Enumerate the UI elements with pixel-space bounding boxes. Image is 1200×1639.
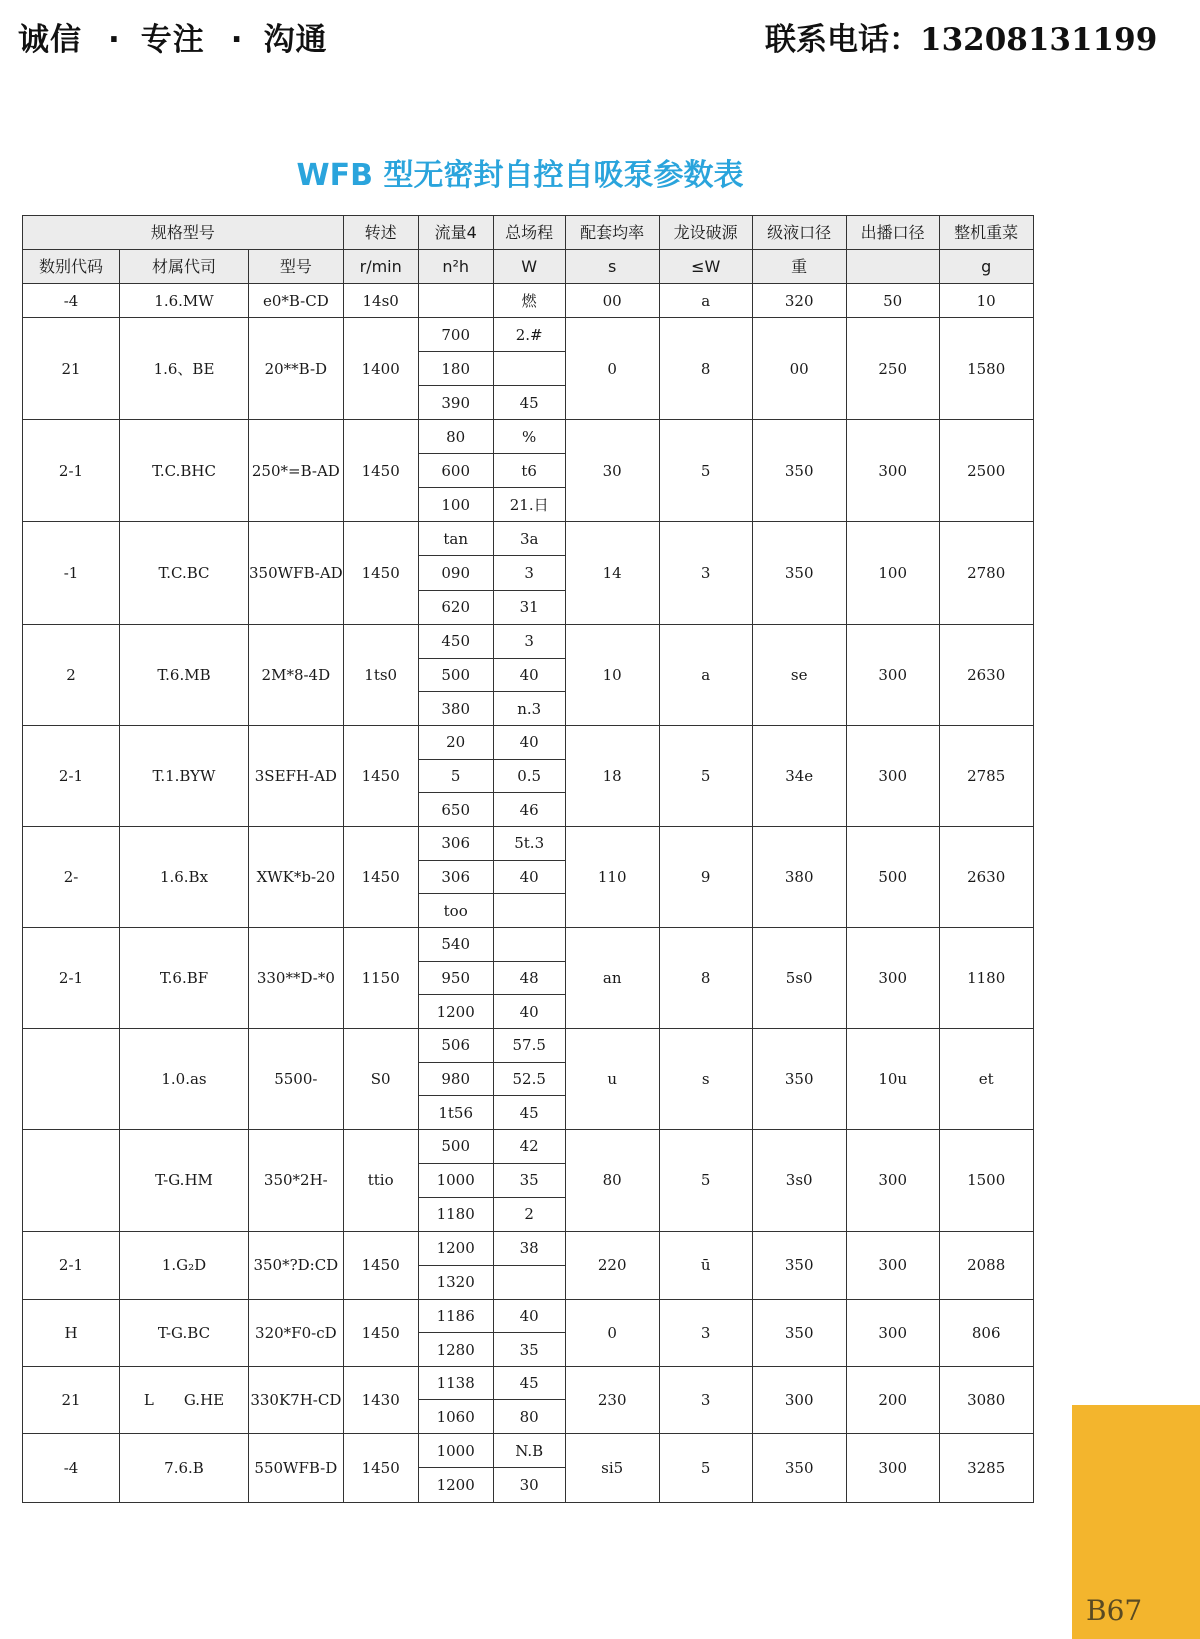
group-material: T.6.BF	[120, 927, 249, 1028]
flow-cell: 650	[418, 793, 493, 827]
group-power: 0	[565, 1299, 659, 1366]
head-cell: 3	[493, 556, 565, 590]
head-cell: 2.#	[493, 318, 565, 352]
group-code: 21	[23, 1366, 120, 1433]
group-material: T.1.BYW	[120, 725, 249, 826]
flow-cell: 306	[418, 826, 493, 860]
group-code: -4	[23, 284, 120, 318]
flow-cell: 380	[418, 692, 493, 726]
group-outlet: 300	[846, 1129, 939, 1231]
table-row	[23, 725, 1034, 759]
group-outlet: 200	[846, 1366, 939, 1433]
table-row	[23, 1433, 1034, 1468]
head-cell: 48	[493, 961, 565, 995]
group-outlet: 300	[846, 624, 939, 725]
flow-cell: 1186	[418, 1299, 493, 1333]
group-npsh: 3	[659, 522, 752, 625]
group-material: T.C.BC	[120, 522, 249, 625]
head-cell: 42	[493, 1129, 565, 1163]
group-inlet: 5s0	[752, 927, 846, 1028]
head-cell: 40	[493, 725, 565, 759]
group-model: 330**D-*0	[249, 927, 344, 1028]
head-cell: 3	[493, 624, 565, 658]
table-row	[23, 420, 1034, 454]
group-model: 250*=B-AD	[249, 420, 344, 522]
group-power: 14	[565, 522, 659, 625]
group-speed: 1400	[343, 318, 418, 420]
contact-phone: 联系电话：13208131199	[765, 22, 1158, 58]
table-row	[23, 284, 1034, 318]
group-outlet: 100	[846, 522, 939, 625]
flow-cell: 1180	[418, 1197, 493, 1231]
header-outlet: 出播口径	[846, 216, 939, 250]
head-cell	[493, 894, 565, 928]
group-inlet: 350	[752, 1433, 846, 1502]
flow-cell: 450	[418, 624, 493, 658]
group-npsh: 8	[659, 318, 752, 420]
group-inlet: 350	[752, 522, 846, 625]
header-cell: W	[493, 250, 565, 284]
flow-cell: 090	[418, 556, 493, 590]
head-cell: t6	[493, 454, 565, 488]
group-speed: 1450	[343, 1299, 418, 1366]
flow-cell: 180	[418, 352, 493, 386]
group-npsh: 5	[659, 725, 752, 826]
head-cell: 21.日	[493, 488, 565, 522]
group-npsh: a	[659, 624, 752, 725]
group-outlet: 300	[846, 927, 939, 1028]
flow-cell: 1t56	[418, 1096, 493, 1130]
spec-table	[22, 215, 1034, 1503]
header-cell: 型号	[249, 250, 344, 284]
group-weight: 1180	[939, 927, 1033, 1028]
flow-cell: 1000	[418, 1163, 493, 1197]
head-cell	[493, 1265, 565, 1299]
group-material: 7.6.B	[120, 1433, 249, 1502]
flow-cell: too	[418, 894, 493, 928]
head-cell: 45	[493, 1366, 565, 1400]
group-outlet: 300	[846, 1231, 939, 1299]
group-speed: 1450	[343, 1231, 418, 1299]
group-npsh: 5	[659, 420, 752, 522]
group-speed: 14s0	[343, 284, 418, 318]
head-cell: 40	[493, 1299, 565, 1333]
slogan-honesty: 诚信	[18, 22, 82, 58]
table-row	[23, 1129, 1034, 1163]
group-code: H	[23, 1299, 120, 1366]
group-weight: 2630	[939, 624, 1033, 725]
group-power: 220	[565, 1231, 659, 1299]
group-npsh: 5	[659, 1129, 752, 1231]
flow-cell	[418, 284, 493, 318]
flow-cell: 700	[418, 318, 493, 352]
flow-cell: 506	[418, 1028, 493, 1062]
slogan-focus: 专注	[140, 22, 205, 58]
group-material: 1.6.MW	[120, 284, 249, 318]
flow-cell: 1280	[418, 1333, 493, 1367]
head-cell: 0.5	[493, 759, 565, 793]
group-model: XWK*b-20	[249, 826, 344, 927]
group-power: si5	[565, 1433, 659, 1502]
slogan-communication: 沟通	[263, 22, 328, 58]
group-code: -4	[23, 1433, 120, 1502]
group-npsh: ū	[659, 1231, 752, 1299]
head-cell: 38	[493, 1231, 565, 1265]
group-power: 110	[565, 826, 659, 927]
group-outlet: 500	[846, 826, 939, 927]
group-power: 30	[565, 420, 659, 522]
group-model: 5500-	[249, 1028, 344, 1129]
header-cell: s	[565, 250, 659, 284]
flow-cell: 20	[418, 725, 493, 759]
head-cell: 52.5	[493, 1062, 565, 1096]
group-inlet: 320	[752, 284, 846, 318]
page-title: WFB 型无密封自控自吸泵参数表	[296, 158, 744, 193]
header-row	[23, 250, 1034, 284]
head-cell: 燃	[493, 284, 565, 318]
head-cell: 80	[493, 1400, 565, 1434]
corner-tab	[1072, 1405, 1200, 1639]
group-speed: S0	[343, 1028, 418, 1129]
header-flow: 流量4	[418, 216, 493, 250]
group-outlet: 300	[846, 1433, 939, 1502]
table-row	[23, 1299, 1034, 1333]
head-cell: 3a	[493, 522, 565, 556]
header-npsh: 龙设破源	[659, 216, 752, 250]
group-material: T.6.MB	[120, 624, 249, 725]
group-code: 21	[23, 318, 120, 420]
group-model: 350*2H-	[249, 1129, 344, 1231]
group-weight: 10	[939, 284, 1033, 318]
head-cell: N.B	[493, 1433, 565, 1468]
head-cell: 57.5	[493, 1028, 565, 1062]
head-cell	[493, 927, 565, 961]
head-cell: 45	[493, 1096, 565, 1130]
separator-dot: ·	[108, 22, 121, 58]
group-model: 2M*8-4D	[249, 624, 344, 725]
group-speed: 1450	[343, 420, 418, 522]
group-speed: ttio	[343, 1129, 418, 1231]
group-power: 230	[565, 1366, 659, 1433]
head-cell: %	[493, 420, 565, 454]
slogan	[18, 14, 328, 59]
group-model: 330K7H-CD	[249, 1366, 344, 1433]
group-model: 350WFB-AD	[249, 522, 344, 625]
head-cell	[493, 352, 565, 386]
flow-cell: tan	[418, 522, 493, 556]
head-cell: n.3	[493, 692, 565, 726]
header-cell: 材属代司	[120, 250, 249, 284]
group-speed: 1450	[343, 522, 418, 625]
flow-cell: 500	[418, 1129, 493, 1163]
head-cell: 35	[493, 1163, 565, 1197]
flow-cell: 540	[418, 927, 493, 961]
head-cell: 5t.3	[493, 826, 565, 860]
group-code	[23, 1028, 120, 1129]
head-cell: 31	[493, 590, 565, 624]
group-material: T-G.BC	[120, 1299, 249, 1366]
group-material: 1.6.Bx	[120, 826, 249, 927]
spec-table-body	[23, 284, 1034, 1503]
group-weight: 3080	[939, 1366, 1033, 1433]
group-code: 2	[23, 624, 120, 725]
group-material: T.C.BHC	[120, 420, 249, 522]
group-weight: 2630	[939, 826, 1033, 927]
group-weight: 2088	[939, 1231, 1033, 1299]
group-code: 2-1	[23, 1231, 120, 1299]
header-cell: ≤W	[659, 250, 752, 284]
group-npsh: 3	[659, 1366, 752, 1433]
table-row	[23, 1231, 1034, 1265]
table-row	[23, 624, 1034, 658]
group-weight: 2785	[939, 725, 1033, 826]
group-power: an	[565, 927, 659, 1028]
group-outlet: 300	[846, 420, 939, 522]
head-cell: 40	[493, 860, 565, 894]
group-inlet: 350	[752, 1231, 846, 1299]
head-cell: 2	[493, 1197, 565, 1231]
group-inlet: se	[752, 624, 846, 725]
group-model: 350*?D:CD	[249, 1231, 344, 1299]
group-weight: et	[939, 1028, 1033, 1129]
group-inlet: 34e	[752, 725, 846, 826]
flow-cell: 1060	[418, 1400, 493, 1434]
page-code: B67	[1086, 1594, 1143, 1627]
flow-cell: 1138	[418, 1366, 493, 1400]
group-code: 2-	[23, 826, 120, 927]
group-speed: 1450	[343, 826, 418, 927]
group-material: 1.6、BE	[120, 318, 249, 420]
head-cell: 40	[493, 658, 565, 692]
flow-cell: 306	[418, 860, 493, 894]
group-weight: 1580	[939, 318, 1033, 420]
header-cell: r/min	[343, 250, 418, 284]
group-outlet: 50	[846, 284, 939, 318]
header-row	[23, 216, 1034, 250]
head-cell: 30	[493, 1468, 565, 1503]
group-code: -1	[23, 522, 120, 625]
group-model: e0*B-CD	[249, 284, 344, 318]
flow-cell: 1000	[418, 1433, 493, 1468]
group-speed: 1ts0	[343, 624, 418, 725]
header-head: 总场程	[493, 216, 565, 250]
group-power: 00	[565, 284, 659, 318]
flow-cell: 80	[418, 420, 493, 454]
group-model: 550WFB-D	[249, 1433, 344, 1502]
flow-cell: 1200	[418, 1231, 493, 1265]
group-code: 2-1	[23, 420, 120, 522]
header-cell: n²h	[418, 250, 493, 284]
group-material: 1.0.as	[120, 1028, 249, 1129]
table-row	[23, 826, 1034, 860]
header-inlet: 级液口径	[752, 216, 846, 250]
flow-cell: 620	[418, 590, 493, 624]
group-power: 10	[565, 624, 659, 725]
group-speed: 1450	[343, 725, 418, 826]
group-npsh: 3	[659, 1299, 752, 1366]
group-npsh: 9	[659, 826, 752, 927]
head-cell: 40	[493, 995, 565, 1029]
group-power: 80	[565, 1129, 659, 1231]
group-weight: 2500	[939, 420, 1033, 522]
group-material: 1.G₂D	[120, 1231, 249, 1299]
group-power: 18	[565, 725, 659, 826]
table-row	[23, 1366, 1034, 1400]
flow-cell: 5	[418, 759, 493, 793]
group-speed: 1430	[343, 1366, 418, 1433]
header-group-spec: 规格型号	[23, 216, 344, 250]
header-cell	[846, 250, 939, 284]
flow-cell: 950	[418, 961, 493, 995]
flow-cell: 100	[418, 488, 493, 522]
header-power: 配套均率	[565, 216, 659, 250]
group-npsh: 8	[659, 927, 752, 1028]
group-model: 3SEFH-AD	[249, 725, 344, 826]
group-inlet: 00	[752, 318, 846, 420]
group-npsh: 5	[659, 1433, 752, 1502]
group-outlet: 300	[846, 1299, 939, 1366]
header-speed: 转述	[343, 216, 418, 250]
group-outlet: 250	[846, 318, 939, 420]
header-cell: 重	[752, 250, 846, 284]
table-row	[23, 522, 1034, 556]
group-inlet: 350	[752, 420, 846, 522]
group-model: 320*F0-cD	[249, 1299, 344, 1366]
table-row	[23, 1028, 1034, 1062]
header-cell: 数别代码	[23, 250, 120, 284]
group-weight: 3285	[939, 1433, 1033, 1502]
group-model: 20**B-D	[249, 318, 344, 420]
head-cell: 46	[493, 793, 565, 827]
group-material: T-G.HM	[120, 1129, 249, 1231]
group-inlet: 3s0	[752, 1129, 846, 1231]
flow-cell: 1320	[418, 1265, 493, 1299]
header-cell: g	[939, 250, 1033, 284]
group-npsh: s	[659, 1028, 752, 1129]
table-row	[23, 927, 1034, 961]
group-inlet: 300	[752, 1366, 846, 1433]
group-weight: 2780	[939, 522, 1033, 625]
group-code	[23, 1129, 120, 1231]
group-inlet: 380	[752, 826, 846, 927]
flow-cell: 1200	[418, 1468, 493, 1503]
group-speed: 1450	[343, 1433, 418, 1502]
group-speed: 1150	[343, 927, 418, 1028]
header-weight: 整机重菜	[939, 216, 1033, 250]
group-weight: 806	[939, 1299, 1033, 1366]
flow-cell: 980	[418, 1062, 493, 1096]
separator-dot: ·	[230, 22, 244, 58]
group-inlet: 350	[752, 1299, 846, 1366]
group-code: 2-1	[23, 927, 120, 1028]
flow-cell: 600	[418, 454, 493, 488]
group-inlet: 350	[752, 1028, 846, 1129]
group-material: L G.HE	[120, 1366, 249, 1433]
group-npsh: a	[659, 284, 752, 318]
table-row	[23, 318, 1034, 352]
group-power: u	[565, 1028, 659, 1129]
flow-cell: 500	[418, 658, 493, 692]
group-outlet: 10u	[846, 1028, 939, 1129]
group-power: 0	[565, 318, 659, 420]
head-cell: 35	[493, 1333, 565, 1367]
group-code: 2-1	[23, 725, 120, 826]
group-outlet: 300	[846, 725, 939, 826]
flow-cell: 1200	[418, 995, 493, 1029]
head-cell: 45	[493, 386, 565, 420]
flow-cell: 390	[418, 386, 493, 420]
group-weight: 1500	[939, 1129, 1033, 1231]
